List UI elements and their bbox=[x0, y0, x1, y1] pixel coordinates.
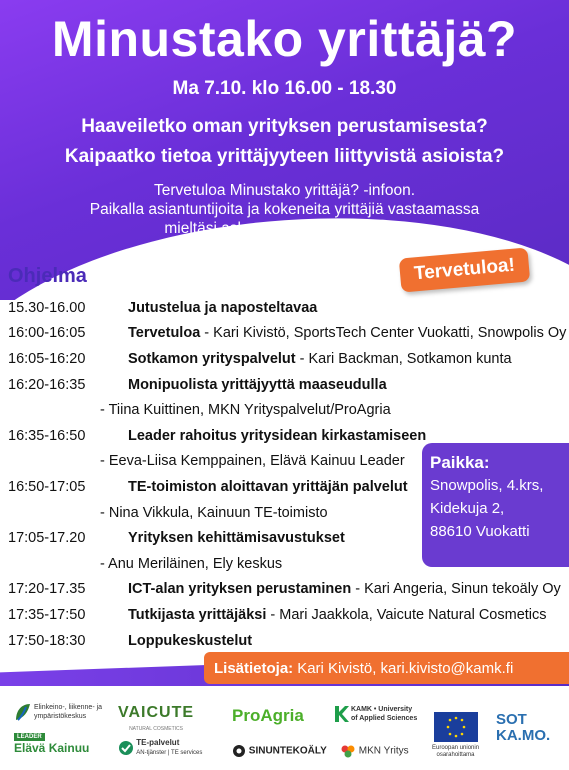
sinuntekoaly-logo bbox=[232, 744, 327, 758]
te-sub: AN-tjänster | TE services bbox=[136, 750, 203, 756]
event-date: Ma 7.10. klo 16.00 - 18.30 bbox=[172, 78, 397, 99]
program-time: 16:00-16:05 bbox=[8, 325, 86, 342]
place-line: Snowpolis, 4.krs, bbox=[430, 477, 544, 494]
program-speaker: - Tiina Kuittinen, MKN Yrityspalvelut/ProAgria bbox=[100, 402, 391, 419]
program-time: 16:20-16:35 bbox=[8, 376, 86, 393]
program-title: Tutkijasta yrittäjäksi bbox=[128, 606, 267, 623]
eu-flag-icon bbox=[434, 712, 478, 742]
sotkamo-line-2: KA.MO. bbox=[496, 727, 551, 744]
sotkamo-line-1: SOT bbox=[496, 711, 527, 728]
program-time: 16:50-17:05 bbox=[8, 478, 86, 495]
mkn-name: MKN Yritys bbox=[358, 745, 409, 757]
program-time: 17:05-17.20 bbox=[8, 530, 86, 547]
intro-line: Paikalla asiantuntijoita ja kokeneita yrittäjiä vastaamassa bbox=[89, 201, 480, 218]
kamk-line-1: KAMK • University bbox=[350, 706, 413, 713]
program-title: Sotkamon yrityspalvelut bbox=[128, 350, 296, 367]
program-detail: - Kari Backman, Sotkamon kunta bbox=[295, 350, 512, 367]
program-heading: Ohjelma bbox=[8, 265, 87, 287]
welcome-badge: Tervetuloa! bbox=[399, 247, 530, 292]
vaicute-logo bbox=[118, 704, 194, 733]
eu-line-2: osarahoittama bbox=[436, 752, 475, 758]
program-row bbox=[8, 346, 568, 372]
program-row bbox=[8, 628, 568, 654]
mkn-logo bbox=[340, 744, 409, 758]
place-line: 88610 Vuokatti bbox=[430, 523, 530, 540]
intro-line: mieltäsi askarruttaviin kysymyksiin. bbox=[164, 220, 405, 237]
program-time: 17:50-18:30 bbox=[8, 632, 86, 649]
contact-label: Lisätietoja: bbox=[214, 659, 294, 677]
ely-logo bbox=[14, 702, 102, 722]
program-title: Jutustelua ja naposteltavaa bbox=[128, 299, 318, 316]
te-logo bbox=[118, 738, 202, 758]
intro-text bbox=[0, 181, 569, 238]
program-row bbox=[8, 321, 568, 347]
program-title: Yrityksen kehittämisavustukset bbox=[128, 530, 345, 547]
intro-line: Tervetuloa Minustako yrittäjä? -infoon. bbox=[153, 182, 416, 199]
leader-small: LEADER bbox=[14, 733, 45, 741]
ely-line-2: ympäristökeskus bbox=[33, 713, 87, 720]
program-detail: - Mari Jaakkola, Vaicute Natural Cosmetics bbox=[266, 606, 547, 623]
program-row bbox=[8, 577, 568, 603]
place-title: Paikka: bbox=[430, 453, 490, 472]
program-time: 17:20-17.35 bbox=[8, 581, 86, 598]
te-name: TE-palvelut bbox=[136, 738, 180, 747]
program-title: ICT-alan yrityksen perustaminen bbox=[128, 581, 352, 598]
place-box bbox=[422, 443, 569, 567]
program-speaker: - Eeva-Liisa Kemppainen, Elävä Kainuu Leader bbox=[100, 453, 405, 470]
program-detail: - Kari Angeria, Sinun tekoäly Oy bbox=[351, 581, 561, 598]
leader-name: Elävä Kainuu bbox=[14, 741, 90, 755]
sinun-icon bbox=[232, 744, 246, 758]
program-title: Loppukeskustelut bbox=[128, 632, 253, 649]
place-line: Kidekuja 2, bbox=[430, 500, 505, 517]
eu-logo bbox=[432, 712, 479, 759]
sponsor-logos bbox=[0, 698, 569, 770]
program-time: 17:35-17:50 bbox=[8, 606, 86, 623]
question-1: Haaveiletko oman yrityksen perustamisesta? bbox=[81, 116, 488, 137]
program-title: Leader rahoitus yritysidean kirkastamiseen bbox=[128, 427, 427, 444]
kamk-k-icon bbox=[333, 704, 349, 724]
program-time: 16:35-16:50 bbox=[8, 427, 86, 444]
program-row bbox=[8, 295, 568, 321]
program-row bbox=[8, 397, 568, 423]
page-title: Minustako yrittäjä? bbox=[51, 11, 518, 67]
vaicute-name: VAICUTE bbox=[118, 704, 195, 721]
question-2: Kaipaatko tietoa yrittäjyyteen liittyvistä asioista? bbox=[64, 146, 505, 167]
sotkamo-logo bbox=[496, 712, 550, 744]
program-time: 15.30-16.00 bbox=[8, 299, 86, 316]
mkn-flower-icon bbox=[340, 744, 356, 758]
program-title: Tervetuloa bbox=[128, 325, 201, 342]
ely-leaf-icon bbox=[14, 702, 32, 722]
program-detail: - Kari Kivistö, SportsTech Center Vuokatti, Snowpolis Oy bbox=[200, 325, 567, 342]
kamk-logo bbox=[333, 704, 417, 724]
eu-line-1: Euroopan unionin bbox=[432, 745, 480, 751]
sinun-name: SINUNTEKOÄLY bbox=[248, 745, 327, 757]
proagria-logo: ProAgria bbox=[232, 706, 304, 725]
program-speaker: - Anu Meriläinen, Ely keskus bbox=[100, 555, 283, 572]
contact-bar bbox=[204, 652, 569, 684]
contact-text: Kari Kivistö, kari.kivisto@kamk.fi bbox=[297, 659, 514, 677]
program-speaker: - Nina Vikkula, Kainuun TE-toimisto bbox=[100, 504, 328, 521]
program-title: TE-toimiston aloittavan yrittäjän palvelut bbox=[128, 478, 408, 495]
vaicute-sub: NATURAL COSMETICS bbox=[129, 726, 183, 732]
te-icon bbox=[118, 740, 134, 756]
ely-line-1: Elinkeino-, liikenne- ja bbox=[33, 704, 103, 711]
program-row bbox=[8, 372, 568, 398]
program-time: 16:05-16:20 bbox=[8, 350, 86, 367]
leader-logo bbox=[14, 730, 89, 755]
program-title: Monipuolista yrittäjyyttä maaseudulla bbox=[128, 376, 387, 393]
kamk-line-2: of Applied Sciences bbox=[350, 715, 418, 722]
program-row bbox=[8, 602, 568, 628]
